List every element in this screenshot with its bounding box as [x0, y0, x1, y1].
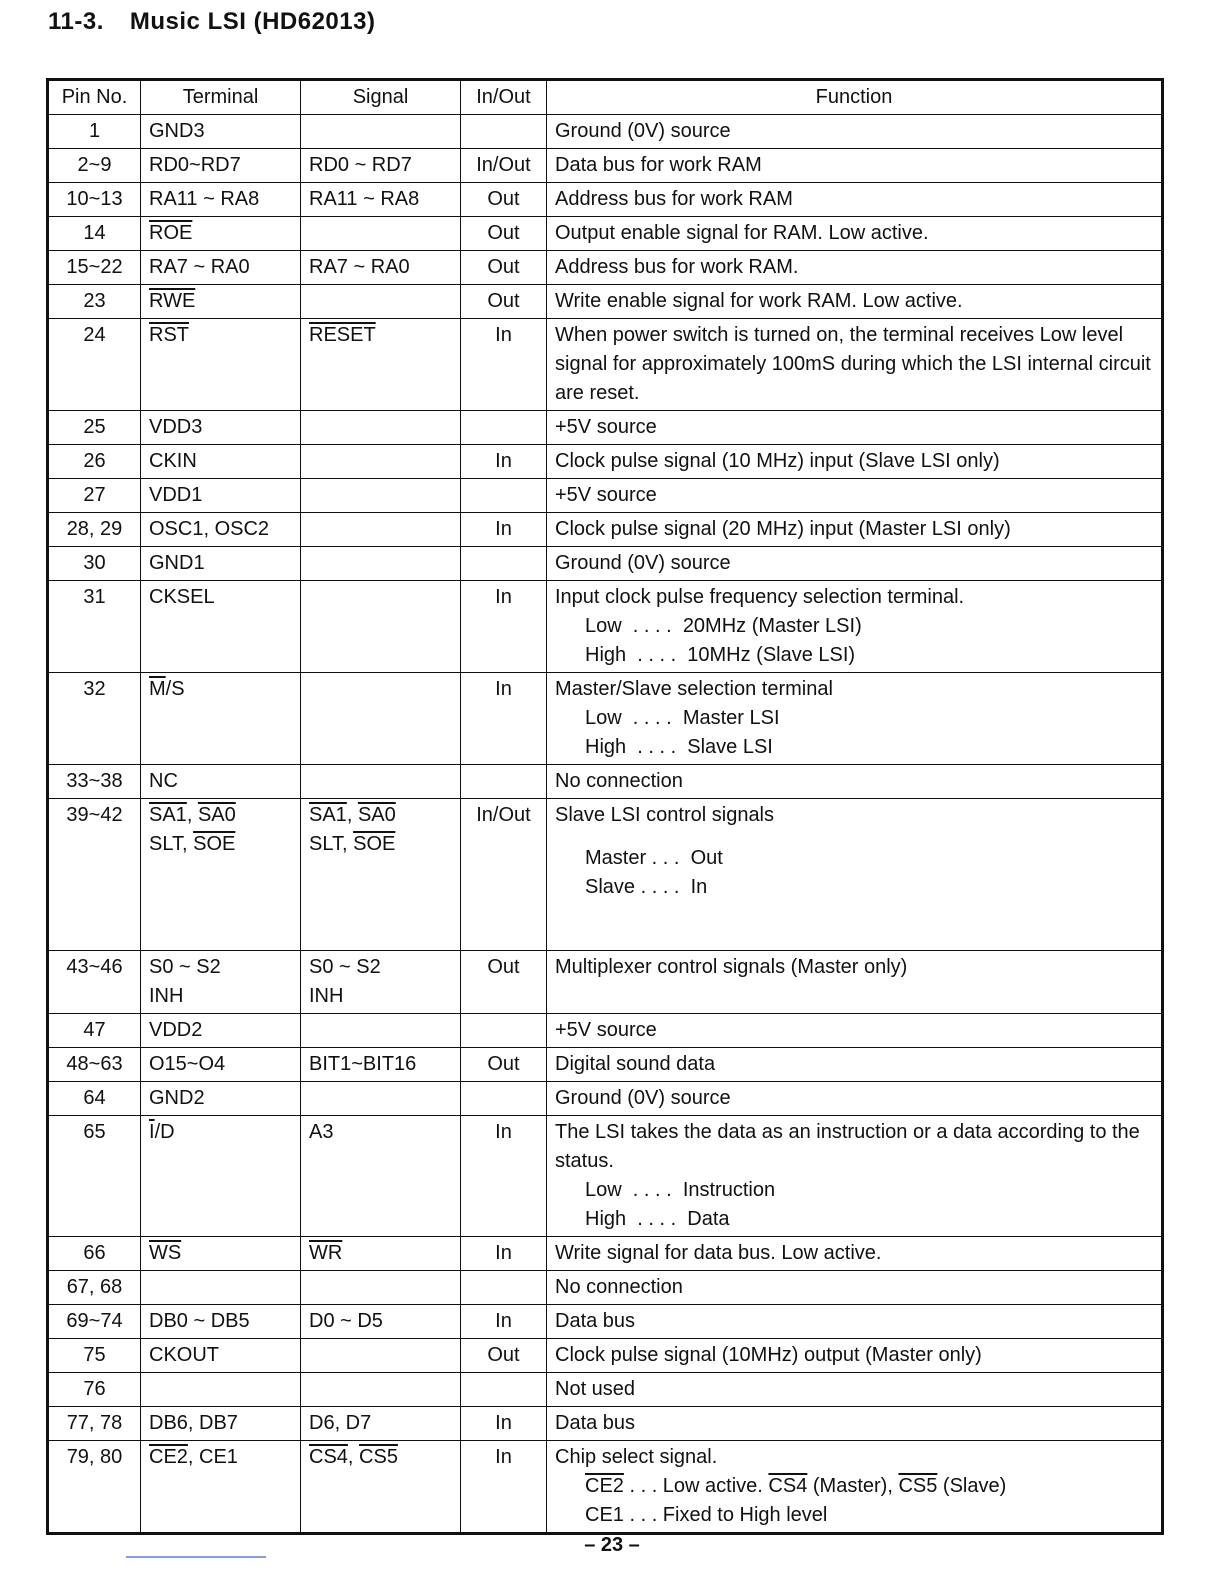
function-cell: Address bus for work RAM. — [547, 251, 1163, 285]
function-option-master: Master . . . Out — [585, 847, 723, 869]
header-pin: Pin No. — [48, 80, 141, 115]
io-cell: Out — [461, 183, 547, 217]
signal-cell — [301, 115, 461, 149]
table-row — [48, 799, 1163, 951]
terminal-cell: VDD1 — [141, 479, 301, 513]
signal-soe: $\overline{SOE}$ — [353, 833, 396, 855]
io-cell: Out — [461, 1048, 547, 1082]
signal-cell — [301, 765, 461, 799]
function-option-low: Low . . . . Master LSI — [585, 707, 780, 729]
function-cell: Output enable signal for RAM. Low active. — [547, 217, 1163, 251]
table-row — [48, 951, 1163, 1014]
function-cell: Ground (0V) source — [547, 115, 1163, 149]
terminal-cell — [141, 799, 301, 951]
signal-line: SLT, $\overline{SOE}$ — [309, 833, 396, 855]
function-cell: Ground (0V) source — [547, 547, 1163, 581]
function-text: Chip select signal. — [555, 1446, 718, 1468]
signal-cell — [301, 1373, 461, 1407]
terminal-ce1: , CE1 — [187, 1446, 238, 1468]
pin-cell: 43~46 — [48, 951, 141, 1014]
signal-cell — [301, 1271, 461, 1305]
pin-cell: 14 — [48, 217, 141, 251]
terminal-cell: RA7 ~ RA0 — [141, 251, 301, 285]
terminal-cell — [141, 1441, 301, 1534]
signal-cell — [301, 547, 461, 581]
terminal-cell — [141, 1271, 301, 1305]
terminal-cell: NC — [141, 765, 301, 799]
terminal-cell: GND1 — [141, 547, 301, 581]
pin-cell: 27 — [48, 479, 141, 513]
function-option-high: High . . . . Slave LSI — [585, 736, 773, 758]
function-cell — [547, 581, 1163, 673]
io-cell — [461, 411, 547, 445]
signal-cell — [301, 1237, 461, 1271]
table-row — [48, 765, 1163, 799]
active-low-terminal: $\overline{RST}$ — [149, 324, 189, 346]
header-function: Function — [547, 80, 1163, 115]
signal-cell — [301, 319, 461, 411]
pin-cell: 32 — [48, 673, 141, 765]
signal-cell: BIT1~BIT16 — [301, 1048, 461, 1082]
cs4-label: CS4 — [768, 1475, 808, 1497]
terminal-cell — [141, 1237, 301, 1271]
io-cell: In — [461, 1116, 547, 1237]
terminal-sa1: SA1 — [149, 804, 187, 826]
table-row — [48, 1116, 1163, 1237]
table-row — [48, 547, 1163, 581]
function-cell: Data bus for work RAM — [547, 149, 1163, 183]
function-cell: +5V source — [547, 479, 1163, 513]
pin-cell: 79, 80 — [48, 1441, 141, 1534]
active-low-terminal: $\overline{ROE}$ — [149, 222, 193, 244]
io-cell: In/Out — [461, 149, 547, 183]
io-cell: In — [461, 513, 547, 547]
io-cell: Out — [461, 1339, 547, 1373]
function-cell: Write enable signal for work RAM. Low active. — [547, 285, 1163, 319]
io-cell: Out — [461, 285, 547, 319]
pin-cell: 2~9 — [48, 149, 141, 183]
terminal-cell: DB0 ~ DB5 — [141, 1305, 301, 1339]
signal-line: INH — [309, 985, 344, 1007]
table-row — [48, 673, 1163, 765]
pin-table — [46, 78, 1164, 1535]
terminal-cell: O15~O4 — [141, 1048, 301, 1082]
io-cell: In — [461, 319, 547, 411]
pin-cell: 31 — [48, 581, 141, 673]
signal-cell — [301, 951, 461, 1014]
function-cell: +5V source — [547, 411, 1163, 445]
terminal-cell — [141, 951, 301, 1014]
function-text: Input clock pulse frequency selection terminal. — [555, 586, 965, 608]
table-row — [48, 1305, 1163, 1339]
scan-mark — [126, 1556, 266, 1558]
function-cell: Ground (0V) source — [547, 1082, 1163, 1116]
terminal-cell: OSC1, OSC2 — [141, 513, 301, 547]
header-io: In/Out — [461, 80, 547, 115]
io-cell — [461, 547, 547, 581]
signal-cell — [301, 1082, 461, 1116]
terminal-cell: CKIN — [141, 445, 301, 479]
signal-line: S0 ~ S2 — [309, 956, 381, 978]
function-cell: No connection — [547, 1271, 1163, 1305]
terminal-cell: RA11 ~ RA8 — [141, 183, 301, 217]
signal-cell — [301, 673, 461, 765]
terminal-cell: DB6, DB7 — [141, 1407, 301, 1441]
signal-cell — [301, 513, 461, 547]
terminal-line: INH — [149, 985, 184, 1007]
terminal-cell — [141, 319, 301, 411]
pin-cell: 65 — [48, 1116, 141, 1237]
signal-line: SA1, SA0 — [309, 804, 396, 826]
signal-cell — [301, 411, 461, 445]
cs4-text: (Master), — [807, 1475, 899, 1497]
signal-cell: RA7 ~ RA0 — [301, 251, 461, 285]
signal-sa1: SA1 — [309, 804, 347, 826]
signal-slt: SLT — [309, 833, 342, 855]
table-row — [48, 183, 1163, 217]
io-cell: Out — [461, 951, 547, 1014]
terminal-cell — [141, 1373, 301, 1407]
signal-cell — [301, 285, 461, 319]
terminal-ce2: CE2 — [149, 1446, 188, 1468]
signal-cell: D6, D7 — [301, 1407, 461, 1441]
io-cell: In — [461, 445, 547, 479]
cs5-text: (Slave) — [937, 1475, 1007, 1497]
active-low-terminal: $\overline{RWE}$ — [149, 290, 196, 312]
terminal-cell: GND2 — [141, 1082, 301, 1116]
header-row — [48, 80, 1163, 115]
table-row — [48, 479, 1163, 513]
pin-cell: 26 — [48, 445, 141, 479]
function-option-high: High . . . . 10MHz (Slave LSI) — [585, 644, 856, 666]
terminal-sa0: SA0 — [197, 804, 236, 826]
header-signal: Signal — [301, 80, 461, 115]
pin-cell: 75 — [48, 1339, 141, 1373]
signal-cs4: CS4 — [309, 1446, 348, 1468]
function-option-high: High . . . . Data — [585, 1208, 730, 1230]
io-cell — [461, 1373, 547, 1407]
pin-cell: 39~42 — [48, 799, 141, 951]
function-text: Master/Slave selection terminal — [555, 678, 833, 700]
function-cell: Data bus — [547, 1305, 1163, 1339]
function-cell: No connection — [547, 765, 1163, 799]
function-cell — [547, 1441, 1163, 1534]
signal-cell: RA11 ~ RA8 — [301, 183, 461, 217]
table-row — [48, 285, 1163, 319]
io-cell — [461, 115, 547, 149]
function-cell: Clock pulse signal (10MHz) output (Master only) — [547, 1339, 1163, 1373]
active-low-signal: RESET — [309, 324, 376, 346]
table-row — [48, 251, 1163, 285]
terminal-cell: CKSEL — [141, 581, 301, 673]
function-option-ce2 — [555, 1472, 1153, 1501]
pin-cell: 67, 68 — [48, 1271, 141, 1305]
signal-cell — [301, 479, 461, 513]
pin-cell: 76 — [48, 1373, 141, 1407]
signal-cell — [301, 217, 461, 251]
table-row — [48, 1407, 1163, 1441]
pin-cell: 28, 29 — [48, 513, 141, 547]
terminal-cell: GND3 — [141, 115, 301, 149]
function-option-slave: Slave . . . . In — [585, 876, 708, 898]
pin-cell: 23 — [48, 285, 141, 319]
pin-cell: 33~38 — [48, 765, 141, 799]
pin-cell: 48~63 — [48, 1048, 141, 1082]
function-cell: +5V source — [547, 1014, 1163, 1048]
signal-sa0: SA0 — [357, 804, 396, 826]
function-cell: Data bus — [547, 1407, 1163, 1441]
io-cell: Out — [461, 251, 547, 285]
signal-cs5: CS5 — [359, 1446, 398, 1468]
table-row — [48, 1082, 1163, 1116]
terminal-cell: VDD2 — [141, 1014, 301, 1048]
page-number: – 23 – — [584, 1534, 640, 1556]
terminal-suffix: /D — [154, 1121, 175, 1143]
terminal-slt: SLT — [149, 833, 182, 855]
header-terminal: Terminal — [141, 80, 301, 115]
pin-cell: 24 — [48, 319, 141, 411]
section-title: Music LSI (HD62013) — [129, 8, 376, 35]
table-row — [48, 217, 1163, 251]
function-option-ce1: CE1 . . . Fixed to High level — [585, 1504, 828, 1526]
table-row — [48, 319, 1163, 411]
function-cell: When power switch is turned on, the terminal receives Low level signal for approximately 100mS during which the LSI internal circuit are reset. — [547, 319, 1163, 411]
io-cell: In — [461, 1237, 547, 1271]
pin-cell: 1 — [48, 115, 141, 149]
function-cell — [547, 673, 1163, 765]
function-cell: Clock pulse signal (20 MHz) input (Master LSI only) — [547, 513, 1163, 547]
function-text: The LSI takes the data as an instruction or a data according to the status. — [555, 1121, 1140, 1172]
pin-cell: 64 — [48, 1082, 141, 1116]
cs5-label: CS5 — [898, 1475, 938, 1497]
table-row — [48, 1271, 1163, 1305]
function-cell: Multiplexer control signals (Master only) — [547, 951, 1163, 1014]
signal-cell: A3 — [301, 1116, 461, 1237]
function-text: Slave LSI control signals — [555, 804, 775, 826]
terminal-line: S0 ~ S2 — [149, 956, 221, 978]
function-option-low: Low . . . . 20MHz (Master LSI) — [585, 615, 862, 637]
function-cell: Write signal for data bus. Low active. — [547, 1237, 1163, 1271]
io-cell — [461, 1014, 547, 1048]
terminal-line: SLT, $\overline{SOE}$ — [149, 833, 236, 855]
terminal-suffix: /S — [165, 678, 185, 700]
active-low-terminal: $\overline{WS}$ — [149, 1242, 182, 1264]
pin-cell: 30 — [48, 547, 141, 581]
table-row — [48, 411, 1163, 445]
function-cell: Digital sound data — [547, 1048, 1163, 1082]
table-row — [48, 1048, 1163, 1082]
table-row — [48, 1441, 1163, 1534]
active-low-terminal: $\overline{M}$ — [149, 678, 166, 700]
pin-cell: 47 — [48, 1014, 141, 1048]
signal-cell: RD0 ~ RD7 — [301, 149, 461, 183]
signal-cell — [301, 581, 461, 673]
function-cell — [547, 1116, 1163, 1237]
active-low-terminal: $\overline{I}$ — [149, 1121, 155, 1143]
terminal-soe: $\overline{SOE}$ — [193, 833, 236, 855]
ce2-text: . . . Low active. — [623, 1475, 769, 1497]
pin-cell: 66 — [48, 1237, 141, 1271]
terminal-cell: VDD3 — [141, 411, 301, 445]
table-row — [48, 115, 1163, 149]
io-cell — [461, 1271, 547, 1305]
function-cell — [547, 799, 1163, 951]
signal-cell: D0 ~ D5 — [301, 1305, 461, 1339]
io-cell: Out — [461, 217, 547, 251]
io-cell: In — [461, 1407, 547, 1441]
table-row — [48, 1014, 1163, 1048]
io-cell — [461, 765, 547, 799]
active-low-signal: $\overline{WR}$ — [309, 1242, 343, 1264]
pin-cell: 25 — [48, 411, 141, 445]
io-cell — [461, 1082, 547, 1116]
table-row — [48, 513, 1163, 547]
table-row — [48, 149, 1163, 183]
pin-cell: 10~13 — [48, 183, 141, 217]
io-cell: In — [461, 581, 547, 673]
signal-cell — [301, 1441, 461, 1534]
signal-separator: , — [347, 1446, 360, 1468]
ce2-label: CE2 — [585, 1475, 624, 1497]
function-option-low: Low . . . . Instruction — [585, 1179, 776, 1201]
terminal-cell — [141, 285, 301, 319]
section-number: 11-3. — [48, 8, 104, 35]
terminal-cell: RD0~RD7 — [141, 149, 301, 183]
table-row — [48, 445, 1163, 479]
table-row — [48, 1237, 1163, 1271]
function-cell: Not used — [547, 1373, 1163, 1407]
signal-cell — [301, 799, 461, 951]
pin-cell: 77, 78 — [48, 1407, 141, 1441]
pin-cell: 69~74 — [48, 1305, 141, 1339]
pin-cell: 15~22 — [48, 251, 141, 285]
table-row — [48, 1373, 1163, 1407]
terminal-cell: CKOUT — [141, 1339, 301, 1373]
signal-cell — [301, 1014, 461, 1048]
signal-cell — [301, 1339, 461, 1373]
function-cell: Clock pulse signal (10 MHz) input (Slave LSI only) — [547, 445, 1163, 479]
terminal-cell — [141, 1116, 301, 1237]
table-row — [48, 1339, 1163, 1373]
table-row — [48, 581, 1163, 673]
io-cell: In — [461, 673, 547, 765]
terminal-cell — [141, 217, 301, 251]
terminal-line: SA1, SA0 — [149, 804, 236, 826]
page-title — [48, 8, 375, 36]
io-cell: In — [461, 1305, 547, 1339]
terminal-cell — [141, 673, 301, 765]
signal-cell — [301, 445, 461, 479]
io-cell: In — [461, 1441, 547, 1534]
io-cell — [461, 479, 547, 513]
io-cell: In/Out — [461, 799, 547, 951]
function-cell: Address bus for work RAM — [547, 183, 1163, 217]
